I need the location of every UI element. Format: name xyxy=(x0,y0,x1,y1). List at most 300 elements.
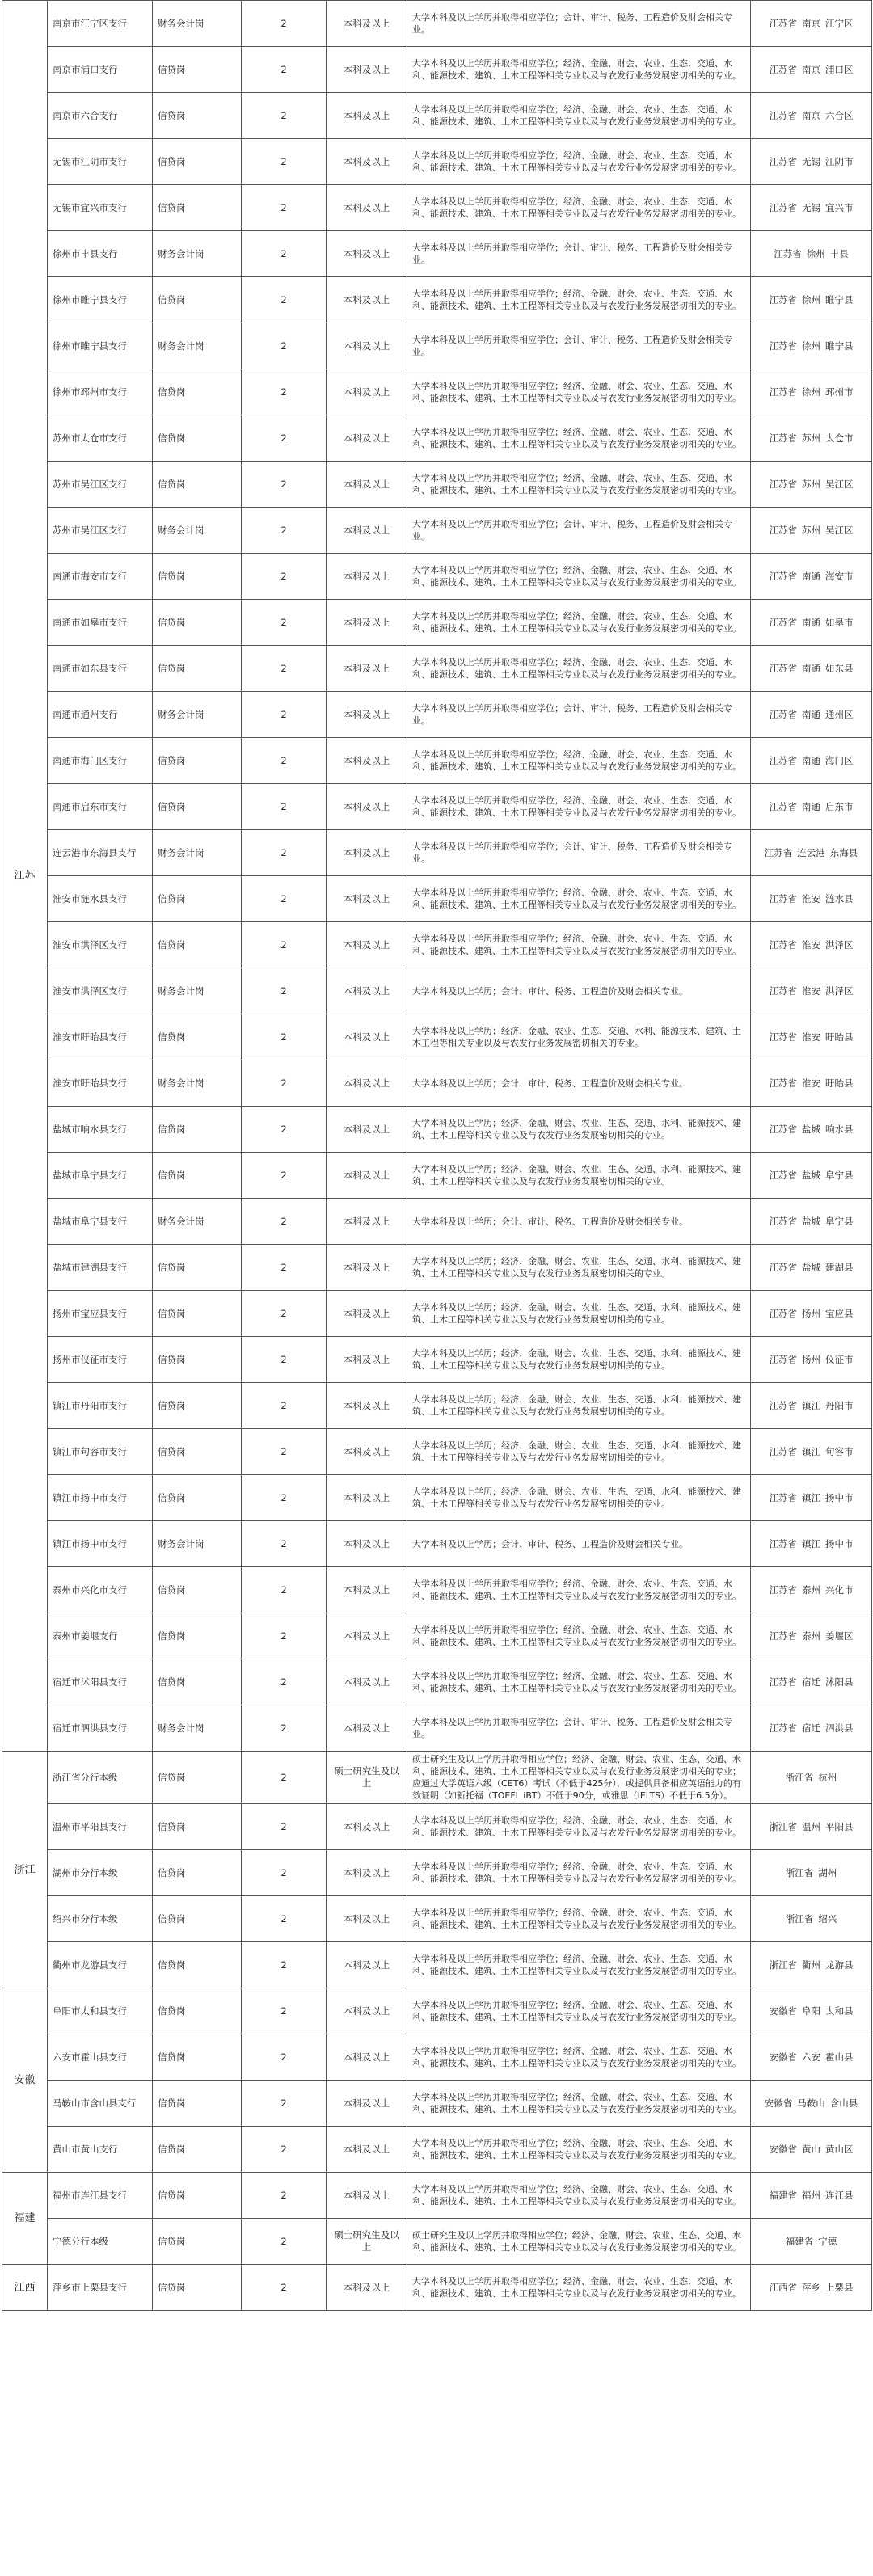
province-cell: 江西 xyxy=(2,2265,48,2311)
location-cell xyxy=(751,323,872,369)
requirement-cell: 大学本科及以上学历并取得相应学位；会计、审计、税务、工程造价及财会相关专业。 xyxy=(407,323,751,369)
education-cell: 本科及以上 xyxy=(327,2081,407,2127)
position-cell: 财务会计岗 xyxy=(153,508,242,554)
location-cell xyxy=(751,2081,872,2127)
table-row xyxy=(2,1659,872,1705)
branch-cell: 苏州市吴江区支行 xyxy=(48,462,153,508)
headcount-cell: 2 xyxy=(242,185,327,231)
headcount-cell: 2 xyxy=(242,2034,327,2081)
position-cell: 信贷岗 xyxy=(153,1752,242,1804)
location-part: 江苏省 xyxy=(769,1215,797,1227)
location-part: 南京 xyxy=(802,17,820,29)
location-part: 苏州 xyxy=(802,524,820,536)
location-cell xyxy=(751,554,872,600)
location-cell xyxy=(751,1383,872,1429)
branch-cell: 连云港市东海县支行 xyxy=(48,830,153,876)
location-part: 六合区 xyxy=(825,109,854,121)
location-part: 南通 xyxy=(802,754,820,766)
requirement-cell: 大学本科及以上学历并取得相应学位；经济、金融、财会、农业、生态、交通、水利、能源技术、建筑、土木工程等相关专业以及与农发行业务发展密切相关的专业。 xyxy=(407,784,751,830)
location-part: 江苏省 xyxy=(769,570,797,582)
location-part: 南通 xyxy=(802,800,820,812)
headcount-cell: 2 xyxy=(242,1567,327,1613)
location-part: 南京 xyxy=(802,109,820,121)
requirement-cell: 大学本科及以上学历并取得相应学位；经济、金融、财会、农业、生态、交通、水利、能源技术、建筑、土木工程等相关专业以及与农发行业务发展密切相关的专业。 xyxy=(407,2127,751,2173)
location-cell xyxy=(751,1475,872,1521)
location-part: 盐城 xyxy=(802,1261,820,1273)
location-cell xyxy=(751,922,872,968)
table-row xyxy=(2,139,872,185)
position-cell: 信贷岗 xyxy=(153,2081,242,2127)
education-cell: 本科及以上 xyxy=(327,692,407,738)
location-part: 江苏省 xyxy=(769,293,797,306)
table-row xyxy=(2,830,872,876)
requirement-cell: 大学本科及以上学历并取得相应学位；经济、金融、财会、农业、生态、交通、水利、能源技术、建筑、土木工程等相关专业以及与农发行业务发展密切相关的专业。 xyxy=(407,185,751,231)
province-cell: 安徽 xyxy=(2,1988,48,2173)
requirement-cell: 大学本科及以上学历并取得相应学位；经济、金融、财会、农业、生态、交通、水利、能源技术、建筑、土木工程等相关专业以及与农发行业务发展密切相关的专业。 xyxy=(407,139,751,185)
table-row xyxy=(2,1521,872,1567)
location-part: 太仓市 xyxy=(825,432,854,444)
education-cell: 本科及以上 xyxy=(327,1942,407,1988)
location-part: 江苏省 xyxy=(769,1445,797,1457)
position-cell: 信贷岗 xyxy=(153,185,242,231)
table-row xyxy=(2,415,872,462)
location-part: 泰州 xyxy=(802,1583,820,1596)
headcount-cell: 2 xyxy=(242,1613,327,1659)
location-part: 泰州 xyxy=(802,1629,820,1642)
location-cell xyxy=(751,1,872,47)
headcount-cell: 2 xyxy=(242,1245,327,1291)
education-cell: 本科及以上 xyxy=(327,1383,407,1429)
location-cell xyxy=(751,1521,872,1567)
position-cell: 信贷岗 xyxy=(153,876,242,922)
location-part: 江阴市 xyxy=(825,155,854,167)
table-row xyxy=(2,1850,872,1896)
education-cell: 本科及以上 xyxy=(327,415,407,462)
table-row xyxy=(2,784,872,830)
headcount-cell: 2 xyxy=(242,1,327,47)
location-part: 江苏省 xyxy=(769,1676,797,1688)
education-cell: 本科及以上 xyxy=(327,139,407,185)
education-cell: 本科及以上 xyxy=(327,1337,407,1383)
education-cell: 本科及以上 xyxy=(327,830,407,876)
table-row xyxy=(2,1988,872,2034)
headcount-cell: 2 xyxy=(242,738,327,784)
location-part: 东海县 xyxy=(829,846,858,858)
table-row xyxy=(2,1245,872,1291)
location-part: 江苏省 xyxy=(769,524,797,536)
education-cell: 本科及以上 xyxy=(327,1521,407,1567)
education-cell: 本科及以上 xyxy=(327,1567,407,1613)
location-part: 江苏省 xyxy=(769,201,797,213)
position-cell: 信贷岗 xyxy=(153,1107,242,1153)
location-part: 建湖县 xyxy=(825,1261,854,1273)
location-part: 盐城 xyxy=(802,1169,820,1181)
position-cell: 财务会计岗 xyxy=(153,231,242,277)
location-part: 江苏省 xyxy=(769,386,797,398)
location-part: 海门区 xyxy=(825,754,854,766)
education-cell: 本科及以上 xyxy=(327,922,407,968)
position-cell: 信贷岗 xyxy=(153,1567,242,1613)
branch-cell: 福州市连江县支行 xyxy=(48,2173,153,2219)
requirement-cell: 大学本科及以上学历并取得相应学位；经济、金融、财会、农业、生态、交通、水利、能源技术、建筑、土木工程等相关专业以及与农发行业务发展密切相关的专业。 xyxy=(407,2081,751,2127)
location-part: 江苏省 xyxy=(769,1031,797,1043)
education-cell: 本科及以上 xyxy=(327,1291,407,1337)
location-part: 南京 xyxy=(802,63,820,75)
location-cell xyxy=(751,2034,872,2081)
position-cell: 信贷岗 xyxy=(153,2265,242,2311)
education-cell: 本科及以上 xyxy=(327,1804,407,1850)
location-cell xyxy=(751,415,872,462)
branch-cell: 六安市霍山县支行 xyxy=(48,2034,153,2081)
province-cell: 福建 xyxy=(2,2173,48,2265)
branch-cell: 泰州市姜堰支行 xyxy=(48,1613,153,1659)
location-cell xyxy=(751,876,872,922)
requirement-cell: 大学本科及以上学历并取得相应学位；经济、金融、财会、农业、生态、交通、水利、能源技术、建筑、土木工程等相关专业以及与农发行业务发展密切相关的专业。 xyxy=(407,922,751,968)
branch-cell: 盐城市阜宁县支行 xyxy=(48,1153,153,1199)
table-row xyxy=(2,1,872,47)
education-cell: 本科及以上 xyxy=(327,1613,407,1659)
location-part: 衢州 xyxy=(802,1958,820,1971)
headcount-cell: 2 xyxy=(242,1752,327,1804)
location-part: 南通 xyxy=(802,616,820,628)
branch-cell: 温州市平阳县支行 xyxy=(48,1804,153,1850)
education-cell: 本科及以上 xyxy=(327,1107,407,1153)
headcount-cell: 2 xyxy=(242,369,327,415)
education-cell: 本科及以上 xyxy=(327,2173,407,2219)
location-cell xyxy=(751,1752,872,1804)
location-part: 姜堰区 xyxy=(825,1629,854,1642)
education-cell: 本科及以上 xyxy=(327,1850,407,1896)
table-row xyxy=(2,1107,872,1153)
location-cell xyxy=(751,1896,872,1942)
requirement-cell: 大学本科及以上学历；经济、金融、农业、生态、交通、水利、能源技术、建筑、土木工程等相关专业以及与农发行业务发展密切相关的专业。 xyxy=(407,1014,751,1060)
requirement-cell: 大学本科及以上学历；经济、金融、财会、农业、生态、交通、水利、能源技术、建筑、土木工程等相关专业以及与农发行业务发展密切相关的专业。 xyxy=(407,1383,751,1429)
location-cell xyxy=(751,1613,872,1659)
position-cell: 信贷岗 xyxy=(153,415,242,462)
location-part: 盱眙县 xyxy=(825,1077,854,1089)
location-part: 浙江省 xyxy=(769,1958,797,1971)
location-cell xyxy=(751,692,872,738)
branch-cell: 苏州市太仓市支行 xyxy=(48,415,153,462)
headcount-cell: 2 xyxy=(242,462,327,508)
location-part: 响水县 xyxy=(825,1123,854,1135)
headcount-cell: 2 xyxy=(242,1429,327,1475)
requirement-cell: 大学本科及以上学历并取得相应学位；经济、金融、财会、农业、生态、交通、水利、能源技术、建筑、土木工程等相关专业以及与农发行业务发展密切相关的专业。 xyxy=(407,554,751,600)
requirement-cell: 大学本科及以上学历；经济、金融、财会、农业、生态、交通、水利、能源技术、建筑、土木工程等相关专业以及与农发行业务发展密切相关的专业。 xyxy=(407,1475,751,1521)
headcount-cell: 2 xyxy=(242,93,327,139)
table-row xyxy=(2,1153,872,1199)
location-part: 睢宁县 xyxy=(825,293,854,306)
location-part: 黄山 xyxy=(802,2143,820,2155)
education-cell: 本科及以上 xyxy=(327,323,407,369)
requirement-cell: 大学本科及以上学历并取得相应学位；经济、金融、财会、农业、生态、交通、水利、能源技术、建筑、土木工程等相关专业以及与农发行业务发展密切相关的专业。 xyxy=(407,1988,751,2034)
location-part: 泗洪县 xyxy=(825,1722,854,1734)
education-cell: 本科及以上 xyxy=(327,2265,407,2311)
location-part: 洪泽区 xyxy=(825,938,854,951)
location-cell xyxy=(751,1567,872,1613)
branch-cell: 徐州市邳州市支行 xyxy=(48,369,153,415)
headcount-cell: 2 xyxy=(242,784,327,830)
location-part: 江苏省 xyxy=(769,1169,797,1181)
branch-cell: 湖州市分行本级 xyxy=(48,1850,153,1896)
table-row xyxy=(2,1705,872,1752)
headcount-cell: 2 xyxy=(242,1014,327,1060)
position-cell: 信贷岗 xyxy=(153,600,242,646)
position-cell: 财务会计岗 xyxy=(153,968,242,1014)
requirement-cell: 大学本科及以上学历并取得相应学位；经济、金融、财会、农业、生态、交通、水利、能源技术、建筑、土木工程等相关专业以及与农发行业务发展密切相关的专业。 xyxy=(407,2265,751,2311)
location-cell xyxy=(751,968,872,1014)
education-cell: 本科及以上 xyxy=(327,784,407,830)
position-cell: 信贷岗 xyxy=(153,277,242,323)
position-cell: 财务会计岗 xyxy=(153,1705,242,1752)
position-cell: 信贷岗 xyxy=(153,1014,242,1060)
location-part: 徐州 xyxy=(802,293,820,306)
location-part: 洪泽区 xyxy=(825,984,854,997)
table-row xyxy=(2,922,872,968)
branch-cell: 宿迁市沭阳县支行 xyxy=(48,1659,153,1705)
location-part: 安徽省 xyxy=(764,2097,793,2109)
requirement-cell: 大学本科及以上学历；经济、金融、财会、农业、生态、交通、水利、能源技术、建筑、土木工程等相关专业以及与农发行业务发展密切相关的专业。 xyxy=(407,1291,751,1337)
location-part: 盐城 xyxy=(802,1123,820,1135)
table-row xyxy=(2,1383,872,1429)
position-cell: 信贷岗 xyxy=(153,922,242,968)
branch-cell: 无锡市宜兴市支行 xyxy=(48,185,153,231)
requirement-cell: 大学本科及以上学历；经济、金融、财会、农业、生态、交通、水利、能源技术、建筑、土木工程等相关专业以及与农发行业务发展密切相关的专业。 xyxy=(407,1337,751,1383)
education-cell: 本科及以上 xyxy=(327,231,407,277)
location-part: 句容市 xyxy=(825,1445,854,1457)
requirement-cell: 大学本科及以上学历并取得相应学位；经济、金融、财会、农业、生态、交通、水利、能源技术、建筑、土木工程等相关专业以及与农发行业务发展密切相关的专业。 xyxy=(407,369,751,415)
location-part: 江苏省 xyxy=(769,1722,797,1734)
location-part: 浙江省 xyxy=(785,1771,814,1783)
position-cell: 信贷岗 xyxy=(153,1659,242,1705)
headcount-cell: 2 xyxy=(242,554,327,600)
location-cell xyxy=(751,2219,872,2265)
location-part: 江苏省 xyxy=(774,247,802,259)
table-row xyxy=(2,1942,872,1988)
location-cell xyxy=(751,1659,872,1705)
table-row xyxy=(2,600,872,646)
location-cell xyxy=(751,369,872,415)
location-part: 萍乡 xyxy=(802,2281,820,2293)
branch-cell: 南京市江宁区支行 xyxy=(48,1,153,47)
position-cell: 信贷岗 xyxy=(153,646,242,692)
branch-cell: 盐城市阜宁县支行 xyxy=(48,1199,153,1245)
branch-cell: 阜阳市太和县支行 xyxy=(48,1988,153,2034)
headcount-cell: 2 xyxy=(242,876,327,922)
branch-cell: 淮安市洪泽区支行 xyxy=(48,968,153,1014)
location-cell xyxy=(751,1060,872,1107)
location-part: 江苏省 xyxy=(769,478,797,490)
position-cell: 信贷岗 xyxy=(153,2127,242,2173)
table-row xyxy=(2,1199,872,1245)
branch-cell: 徐州市睢宁县支行 xyxy=(48,323,153,369)
requirement-cell: 大学本科及以上学历；会计、审计、税务、工程造价及财会相关专业。 xyxy=(407,1521,751,1567)
location-cell xyxy=(751,1705,872,1752)
position-cell: 财务会计岗 xyxy=(153,1060,242,1107)
table-row xyxy=(2,1291,872,1337)
requirement-cell: 大学本科及以上学历并取得相应学位；经济、金融、财会、农业、生态、交通、水利、能源技术、建筑、土木工程等相关专业以及与农发行业务发展密切相关的专业。 xyxy=(407,93,751,139)
location-part: 江宁区 xyxy=(825,17,854,29)
location-part: 江苏省 xyxy=(769,1261,797,1273)
location-part: 通州区 xyxy=(825,708,854,720)
location-part: 淮安 xyxy=(802,984,820,997)
location-part: 江苏省 xyxy=(769,754,797,766)
table-row xyxy=(2,1804,872,1850)
branch-cell: 镇江市句容市支行 xyxy=(48,1429,153,1475)
education-cell: 本科及以上 xyxy=(327,2034,407,2081)
requirement-cell: 大学本科及以上学历并取得相应学位；会计、审计、税务、工程造价及财会相关专业。 xyxy=(407,508,751,554)
location-part: 扬中市 xyxy=(825,1537,854,1549)
headcount-cell: 2 xyxy=(242,1291,327,1337)
headcount-cell: 2 xyxy=(242,922,327,968)
location-cell xyxy=(751,139,872,185)
location-part: 如东县 xyxy=(825,662,854,674)
location-cell xyxy=(751,1942,872,1988)
headcount-cell: 2 xyxy=(242,2081,327,2127)
requirement-cell: 大学本科及以上学历并取得相应学位；经济、金融、财会、农业、生态、交通、水利、能源技术、建筑、土木工程等相关专业以及与农发行业务发展密切相关的专业。 xyxy=(407,1613,751,1659)
headcount-cell: 2 xyxy=(242,1383,327,1429)
education-cell: 本科及以上 xyxy=(327,1988,407,2034)
location-part: 江苏省 xyxy=(769,1491,797,1503)
province-cell: 江苏 xyxy=(2,1,48,1752)
headcount-cell: 2 xyxy=(242,1107,327,1153)
branch-cell: 南通市启东市支行 xyxy=(48,784,153,830)
location-cell xyxy=(751,93,872,139)
location-part: 江苏省 xyxy=(769,155,797,167)
location-part: 镇江 xyxy=(802,1537,820,1549)
table-row xyxy=(2,1060,872,1107)
headcount-cell: 2 xyxy=(242,600,327,646)
location-cell xyxy=(751,231,872,277)
location-part: 丰县 xyxy=(829,247,849,259)
headcount-cell: 2 xyxy=(242,508,327,554)
location-part: 苏州 xyxy=(802,478,820,490)
position-cell: 信贷岗 xyxy=(153,1942,242,1988)
branch-cell: 宿迁市泗洪县支行 xyxy=(48,1705,153,1752)
position-cell: 财务会计岗 xyxy=(153,1199,242,1245)
education-cell: 本科及以上 xyxy=(327,1475,407,1521)
location-part: 太和县 xyxy=(825,2005,854,2017)
position-cell: 信贷岗 xyxy=(153,738,242,784)
headcount-cell: 2 xyxy=(242,692,327,738)
branch-cell: 盐城市响水县支行 xyxy=(48,1107,153,1153)
table-row xyxy=(2,738,872,784)
location-part: 镇江 xyxy=(802,1491,820,1503)
location-part: 南通 xyxy=(802,570,820,582)
table-row xyxy=(2,2173,872,2219)
location-part: 浦口区 xyxy=(825,63,854,75)
requirement-cell: 大学本科及以上学历；会计、审计、税务、工程造价及财会相关专业。 xyxy=(407,1199,751,1245)
education-cell: 本科及以上 xyxy=(327,1014,407,1060)
requirement-cell: 大学本科及以上学历并取得相应学位；经济、金融、财会、农业、生态、交通、水利、能源技术、建筑、土木工程等相关专业以及与农发行业务发展密切相关的专业。 xyxy=(407,1896,751,1942)
location-part: 江苏省 xyxy=(769,339,797,352)
table-row xyxy=(2,2034,872,2081)
location-part: 黄山区 xyxy=(825,2143,854,2155)
location-cell xyxy=(751,738,872,784)
education-cell: 本科及以上 xyxy=(327,876,407,922)
location-part: 徐州 xyxy=(802,339,820,352)
location-part: 苏州 xyxy=(802,432,820,444)
position-cell: 信贷岗 xyxy=(153,462,242,508)
table-row xyxy=(2,47,872,93)
location-part: 盱眙县 xyxy=(825,1031,854,1043)
position-cell: 信贷岗 xyxy=(153,1613,242,1659)
location-part: 扬州 xyxy=(802,1307,820,1319)
headcount-cell: 2 xyxy=(242,968,327,1014)
branch-cell: 镇江市扬中市支行 xyxy=(48,1521,153,1567)
location-cell xyxy=(751,784,872,830)
table-row xyxy=(2,462,872,508)
location-cell xyxy=(751,646,872,692)
location-part: 安徽省 xyxy=(769,2005,797,2017)
branch-cell: 南通市通州支行 xyxy=(48,692,153,738)
position-cell: 信贷岗 xyxy=(153,1475,242,1521)
location-part: 阜阳 xyxy=(802,2005,820,2017)
location-part: 仪征市 xyxy=(825,1353,854,1365)
location-part: 温州 xyxy=(802,1820,820,1832)
position-cell: 信贷岗 xyxy=(153,47,242,93)
position-cell: 财务会计岗 xyxy=(153,830,242,876)
headcount-cell: 2 xyxy=(242,2173,327,2219)
location-cell xyxy=(751,1014,872,1060)
requirement-cell: 大学本科及以上学历并取得相应学位；会计、审计、税务、工程造价及财会相关专业。 xyxy=(407,830,751,876)
location-part: 阜宁县 xyxy=(825,1215,854,1227)
headcount-cell: 2 xyxy=(242,1521,327,1567)
headcount-cell: 2 xyxy=(242,830,327,876)
location-part: 福州 xyxy=(802,2189,820,2201)
location-cell xyxy=(751,1107,872,1153)
branch-cell: 无锡市江阴市支行 xyxy=(48,139,153,185)
education-cell: 硕士研究生及以上 xyxy=(327,2219,407,2265)
location-cell xyxy=(751,1804,872,1850)
education-cell: 本科及以上 xyxy=(327,47,407,93)
table-row xyxy=(2,2265,872,2311)
location-part: 安徽省 xyxy=(769,2143,797,2155)
position-cell: 信贷岗 xyxy=(153,1988,242,2034)
branch-cell: 徐州市丰县支行 xyxy=(48,231,153,277)
requirement-cell: 大学本科及以上学历并取得相应学位；经济、金融、财会、农业、生态、交通、水利、能源技术、建筑、土木工程等相关专业以及与农发行业务发展密切相关的专业。 xyxy=(407,2034,751,2081)
location-part: 浙江省 xyxy=(769,1820,797,1832)
education-cell: 本科及以上 xyxy=(327,369,407,415)
table-row xyxy=(2,1337,872,1383)
location-part: 无锡 xyxy=(802,155,820,167)
education-cell: 本科及以上 xyxy=(327,185,407,231)
headcount-cell: 2 xyxy=(242,1337,327,1383)
position-cell: 财务会计岗 xyxy=(153,323,242,369)
location-cell xyxy=(751,185,872,231)
branch-cell: 泰州市兴化市支行 xyxy=(48,1567,153,1613)
location-part: 福建省 xyxy=(769,2189,797,2201)
branch-cell: 淮安市涟水县支行 xyxy=(48,876,153,922)
location-part: 龙游县 xyxy=(825,1958,854,1971)
location-part: 杭州 xyxy=(818,1771,837,1783)
branch-cell: 宁德分行本级 xyxy=(48,2219,153,2265)
location-part: 江苏省 xyxy=(769,892,797,904)
table-row xyxy=(2,369,872,415)
headcount-cell: 2 xyxy=(242,1199,327,1245)
branch-cell: 南通市如皋市支行 xyxy=(48,600,153,646)
location-part: 平阳县 xyxy=(825,1820,854,1832)
location-part: 江苏省 xyxy=(769,616,797,628)
location-cell xyxy=(751,1988,872,2034)
table-row xyxy=(2,876,872,922)
education-cell: 本科及以上 xyxy=(327,600,407,646)
requirement-cell: 大学本科及以上学历；经济、金融、财会、农业、生态、交通、水利、能源技术、建筑、土木工程等相关专业以及与农发行业务发展密切相关的专业。 xyxy=(407,1429,751,1475)
requirement-cell: 硕士研究生及以上学历并取得相应学位；经济、金融、财会、农业、生态、交通、水利、能源技术、建筑、土木工程等相关专业以及与农发行业务发展密切相关的专业。 xyxy=(407,2219,751,2265)
education-cell: 本科及以上 xyxy=(327,968,407,1014)
branch-cell: 南通市海安市支行 xyxy=(48,554,153,600)
headcount-cell: 2 xyxy=(242,1659,327,1705)
